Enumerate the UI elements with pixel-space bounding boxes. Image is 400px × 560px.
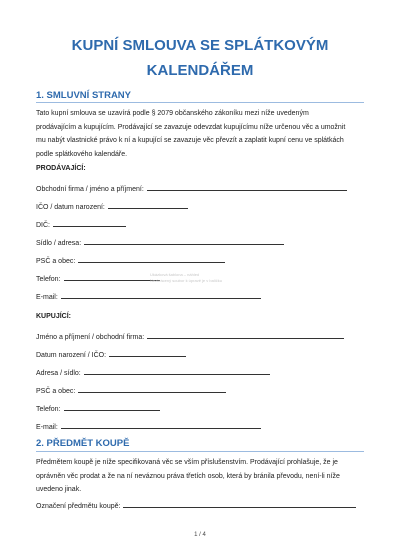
buyer-email-field[interactable] [36,421,261,431]
subject-line: Předmětem koupě je níže specifikovaná věc se vším příslušenstvím. Prodávající prohlašuje, že je [36,459,338,466]
watermark-line: Nezkrácený soubor k úpravě je v balíčku [150,278,223,283]
document-title-line-1: KUPNÍ SMLOUVA SE SPLÁTKOVÝM [71,37,329,54]
seller-id-label: IČO / datum narození: [36,204,105,211]
buyer-zip-label: PSČ a obec: [36,388,76,395]
seller-zip-label: PSČ a obec: [36,258,76,265]
buyer-email-label: E-mail: [36,424,58,431]
seller-vat-label: DIČ: [36,222,50,229]
watermark [150,272,222,284]
subject-designation-input-line[interactable] [123,500,356,508]
seller-id-input-line[interactable] [108,201,188,209]
seller-phone-label: Telefon: [36,276,61,283]
seller-name-field[interactable] [36,183,347,193]
seller-address-label: Sídlo / adresa: [36,240,82,247]
seller-address-field[interactable] [36,237,284,247]
buyer-address-field[interactable] [36,367,270,377]
buyer-address-label: Adresa / sídlo: [36,370,81,377]
seller-phone-input-line[interactable] [64,273,160,281]
buyer-name-input-line[interactable] [147,331,344,339]
section-divider [36,102,364,103]
seller-address-input-line[interactable] [84,237,284,245]
seller-name-input-line[interactable] [147,183,347,191]
intro-line: Tato kupní smlouva se uzavírá podle § 2079 občanského zákoníku mezi níže uvedeným [36,110,309,117]
seller-zip-input-line[interactable] [78,255,225,263]
buyer-zip-input-line[interactable] [78,385,226,393]
seller-phone-field[interactable] [36,273,160,283]
seller-email-input-line[interactable] [61,291,261,299]
seller-vat-field[interactable] [36,219,126,229]
section-divider [36,451,364,452]
section-heading-subject: 2. PŘEDMĚT KOUPĚ [36,438,130,449]
section-heading-parties: 1. SMLUVNÍ STRANY [36,90,132,101]
buyer-phone-field[interactable] [36,403,160,413]
seller-name-label: Obchodní firma / jméno a příjmení: [36,186,144,193]
seller-email-field[interactable] [36,291,261,301]
subject-paragraph [36,456,366,497]
buyer-id-input-line[interactable] [109,349,186,357]
subject-line: uvedeno jinak. [36,486,82,493]
intro-paragraph [36,107,366,161]
buyer-email-input-line[interactable] [61,421,261,429]
watermark-line: Ukázková šablona – náhled [150,272,200,277]
buyer-id-label: Datum narození / IČO: [36,352,107,359]
buyer-heading: KUPUJÍCÍ: [36,313,72,320]
seller-vat-input-line[interactable] [53,219,126,227]
subject-line: oprávněn věc prodat a že na ní neváznou práva třetích osob, která by bránila převodu, není-li níže [36,472,340,480]
buyer-phone-label: Telefon: [36,406,61,413]
seller-zip-field[interactable] [36,255,225,265]
document-title-line-2: KALENDÁŘEM [146,62,254,79]
buyer-address-input-line[interactable] [84,367,270,375]
seller-id-field[interactable] [36,201,188,211]
buyer-name-field[interactable] [36,331,344,341]
buyer-phone-input-line[interactable] [64,403,160,411]
buyer-name-label: Jméno a příjmení / obchodní firma: [36,334,145,341]
subject-designation-field[interactable] [36,500,356,510]
buyer-id-field[interactable] [36,349,186,359]
intro-line: podle splátkového kalendáře. [36,150,128,158]
page-number: 1 / 4 [194,532,206,538]
seller-email-label: E-mail: [36,294,58,301]
intro-line: prodávajícím a kupujícím. Prodávající se zavazuje odevzdat kupujícímu níže určenou věc a umožnit [36,123,346,131]
buyer-zip-field[interactable] [36,385,226,395]
intro-line: mu nabýt vlastnické právo k ní a kupující se zavazuje věc převzít a zaplatit kupní cenu ve splátkách [36,137,344,144]
subject-designation-label: Označení předmětu koupě: [36,503,121,510]
seller-heading: PRODÁVAJÍCÍ: [36,165,86,172]
